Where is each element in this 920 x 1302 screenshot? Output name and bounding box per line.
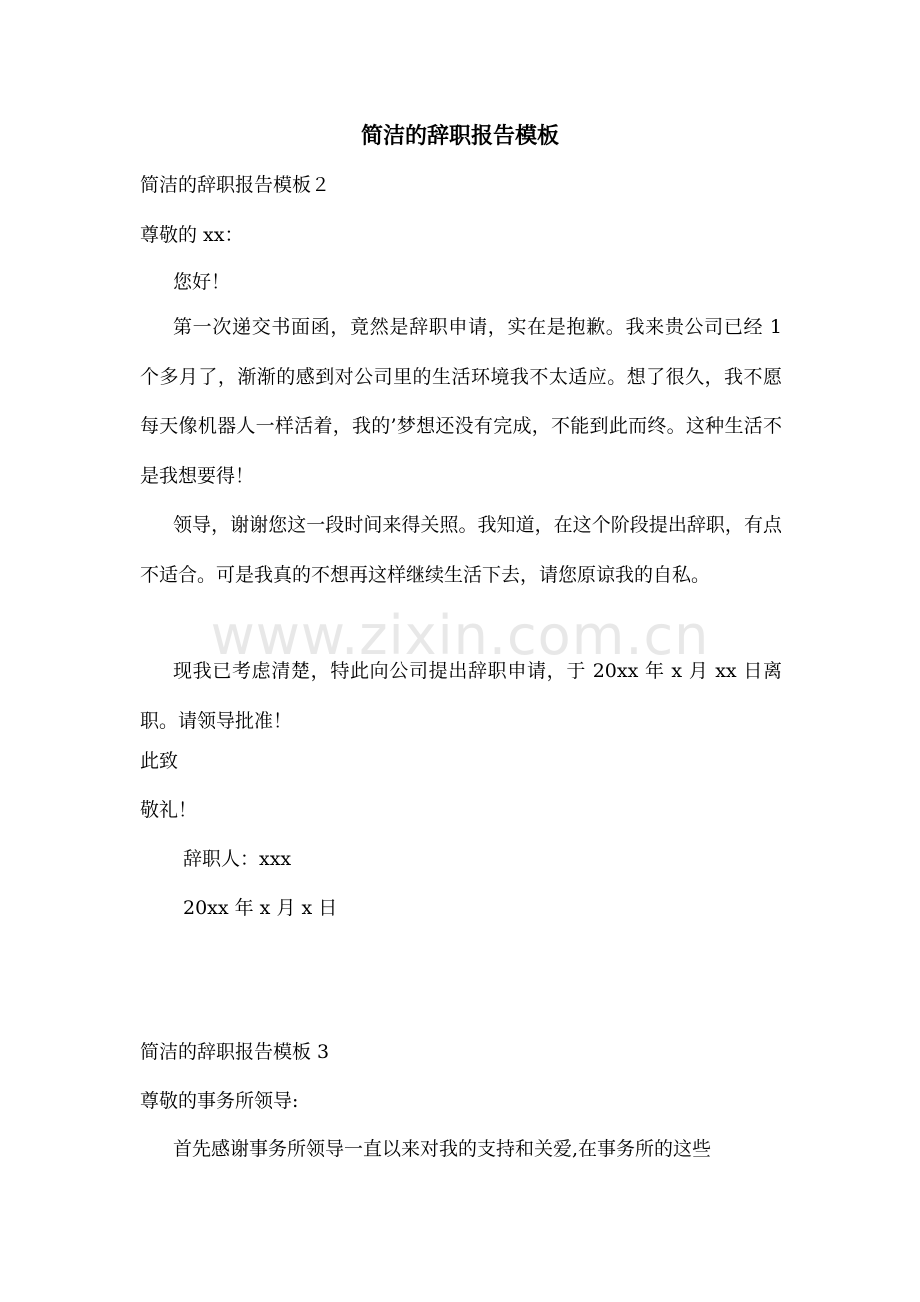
section2-paragraph-2: 领导，谢谢您这一段时间来得关照。我知道，在这个阶段提出辞职，有点不适合。可是我真的不想再这样继续生活下去，请您原谅我的自私。 [140,514,782,586]
closing-line-2: 敬礼！ [140,799,198,821]
watermark-text: www.zixin.com.cn [210,604,710,667]
section2-paragraph-1: 第一次递交书面函，竟然是辞职申请，实在是抱歉。我来贵公司已经 1 个多月了，渐渐的感到对公司里的生活环境我不太适应。想了很久，我不愿每天像机器人一样活着，我的’梦想还没有完成，不能到此而终。这种生活不是我想要得！ [140,316,782,487]
section3-paragraph-1: 首先感谢事务所领导一直以来对我的支持和关爱,在事务所的这些 [173,1138,712,1160]
signer-line: 辞职人：xxx [183,848,292,870]
section3-salutation: 尊敬的事务所领导: [140,1090,299,1112]
closing-line-1: 此致 [140,750,179,772]
section2-heading: 简洁的辞职报告模板２ [140,174,331,196]
date-line: 20xx 年 x 月 x 日 [183,897,338,919]
section3-heading: 简洁的辞职报告模板 3 [140,1041,330,1063]
section2-greeting: 您好！ [173,271,231,293]
document-title: 简洁的辞职报告模板 [360,123,559,149]
section2-paragraph-3: 现我已考虑清楚，特此向公司提出辞职申请，于 20xx 年 x 月 xx 日离职。请领导批准！ [140,660,782,732]
section2-salutation: 尊敬的 xx： [140,224,244,246]
